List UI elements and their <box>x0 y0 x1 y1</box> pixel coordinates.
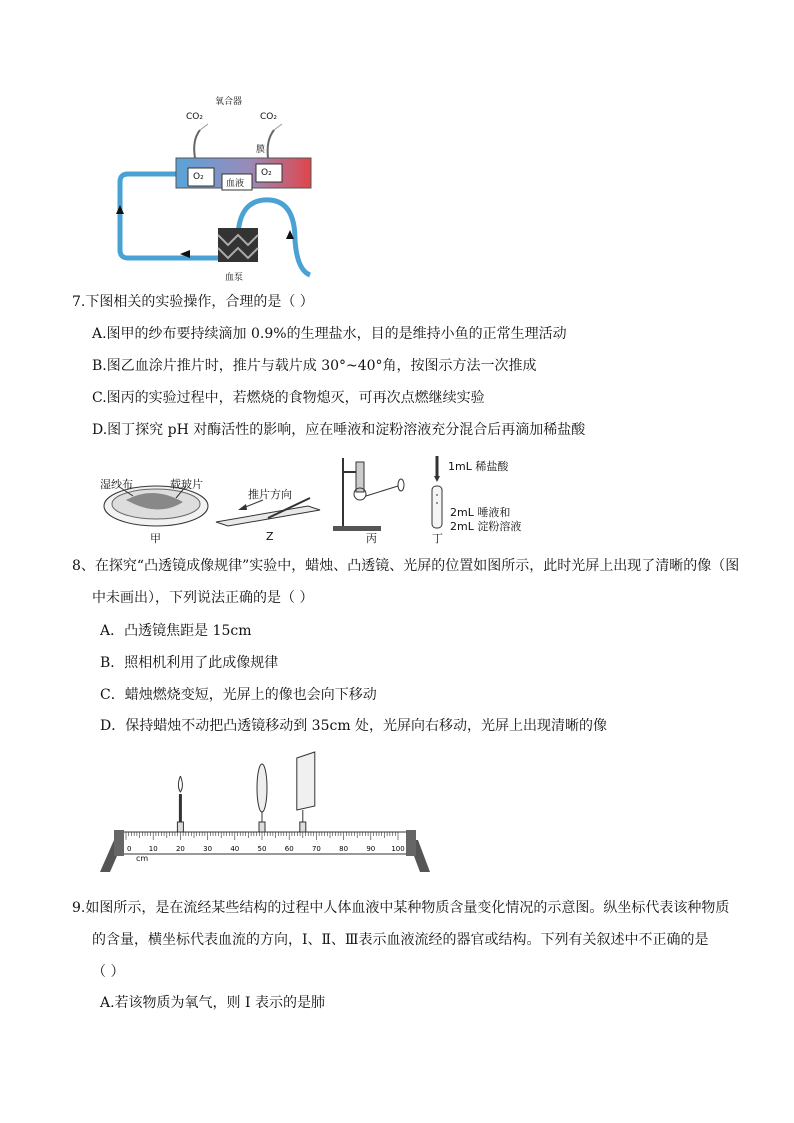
ding-mix-line2: 2mL 淀粉溶液 <box>450 520 522 533</box>
ruler-tick-label: 90 <box>366 845 376 853</box>
bench-objects <box>177 752 314 832</box>
candle-flame <box>178 776 182 792</box>
yi-direction-label: 推片方向 <box>248 488 292 501</box>
q8-option-d: D．保持蜡烛不动把凸透镜移动到 35cm 处，光屏向右移动，光屏上出现清晰的像 <box>100 718 608 734</box>
light-screen <box>297 752 315 810</box>
ruler-tick-label: 70 <box>311 845 321 853</box>
ding-label: 丁 <box>432 532 443 545</box>
ruler-tick-label: 40 <box>230 845 240 853</box>
candle-holder <box>177 822 183 832</box>
ruler-tick-label: 80 <box>339 845 349 853</box>
co2-right-label: CO₂ <box>260 112 277 122</box>
q8-option-b: B．照相机利用了此成像规律 <box>100 655 279 671</box>
q7-stem: 7.下图相关的实验操作，合理的是（ ） <box>72 294 314 310</box>
jia-gauze-label: 湿纱布 <box>100 478 133 491</box>
pump-label: 血泵 <box>225 273 244 283</box>
candle <box>179 794 182 822</box>
q9-stem-line1: 9.如图所示，是在流经某些结构的过程中人体血液中某种物质含量变化情况的示意图。纵坐标代表该种物质 <box>72 900 730 916</box>
ding-mix-line1: 2mL 唾液和 <box>450 506 511 519</box>
oxygenator-diagram <box>100 90 330 290</box>
optical-bench-figure <box>100 748 430 878</box>
q9-option-a: A.若该物质为氧气，则 I 表示的是肺 <box>100 995 325 1011</box>
optical-bench-diagram <box>100 748 430 878</box>
screen-holder <box>300 822 306 832</box>
co2-left-label: CO₂ <box>186 112 203 122</box>
q8-stem-line1: 8、在探究“凸透镜成像规律”实验中，蜡烛、凸透镜、光屏的位置如图所示，此时光屏上出现了清晰的像（图 <box>72 558 740 574</box>
ruler-tick-label: 0 <box>127 845 132 853</box>
q7-option-d: D.图丁探究 pH 对酶活性的影响，应在唾液和淀粉溶液充分混合后再滴加稀盐酸 <box>92 422 586 438</box>
ruler-unit-label: cm <box>136 854 149 863</box>
jia-label: 甲 <box>150 532 161 545</box>
ruler-tick-label: 60 <box>284 845 294 853</box>
q8-stem-line2: 中未画出），下列说法正确的是（ ） <box>92 590 314 606</box>
ruler-tick-label: 100 <box>391 845 405 853</box>
oxygenator-figure <box>100 90 330 290</box>
q9-stem-line2: 的含量，横坐标代表血流的方向，Ⅰ、Ⅱ、Ⅲ表示血液流经的器官或结构。下列有关叙述中不正确的是 <box>92 932 709 948</box>
ding-acid-label: 1mL 稀盐酸 <box>448 460 509 473</box>
bing-label: 丙 <box>366 532 377 545</box>
q8-option-c: C．蜡烛燃烧变短，光屏上的像也会向下移动 <box>100 687 377 703</box>
q7-option-c: C.图丙的实验过程中，若燃烧的食物熄灭，可再次点燃继续实验 <box>92 390 485 406</box>
q8-option-a: A．凸透镜焦距是 15cm <box>100 623 252 639</box>
q7-figure <box>98 450 558 545</box>
membrane-label: 膜 <box>256 145 266 155</box>
ruler-tick-label: 20 <box>175 845 185 853</box>
yi-label: Z <box>266 530 274 543</box>
q9-stem-line3: （ ） <box>92 964 125 980</box>
ruler-tick-label: 30 <box>203 845 213 853</box>
blood-label: 血液 <box>226 179 245 189</box>
convex-lens <box>257 764 267 812</box>
oxygenator-title: 氧合器 <box>215 97 243 107</box>
ruler-tick-label: 10 <box>148 845 158 853</box>
q7-option-a: A.图甲的纱布要持续滴加 0.9%的生理盐水，目的是维持小鱼的正常生理活动 <box>92 326 567 342</box>
jia-slide-label: 载玻片 <box>170 478 203 491</box>
o2-right-label: O₂ <box>261 168 272 178</box>
o2-left-label: O₂ <box>193 172 204 182</box>
ruler-tick-label: 50 <box>257 845 267 853</box>
lens-holder <box>259 822 265 832</box>
q7-option-b: B.图乙血涂片推片时，推片与载片成 30°~40°角，按图示方法一次推成 <box>92 358 537 374</box>
